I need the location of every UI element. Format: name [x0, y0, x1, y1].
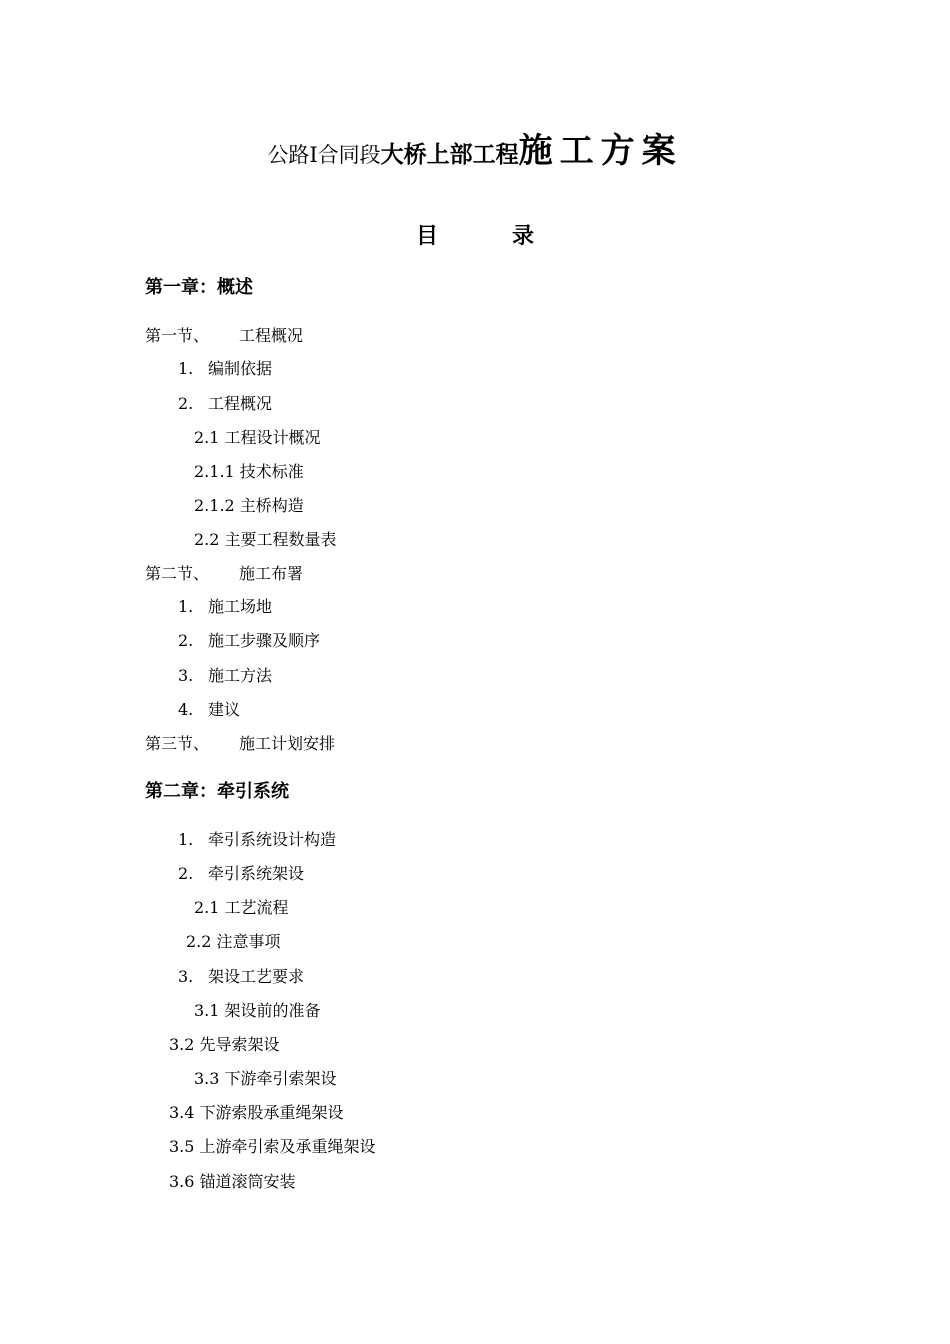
toc-item-1-1: [178, 358, 272, 380]
toc-item-number: 1.: [178, 359, 194, 378]
toc-item-text: 施工场地: [208, 597, 273, 616]
section-3-text: 施工计划安排: [239, 734, 336, 753]
toc-heading-left: 目: [415, 224, 438, 249]
section-2-text: 施工布署: [239, 564, 304, 583]
toc-item-2-2: [178, 630, 320, 652]
toc-item-c2-2-1: 2.1 工艺流程: [194, 898, 289, 917]
toc-item-c2-1: [178, 829, 336, 851]
toc-item-c2-3-4: 3.4 下游索股承重绳架设: [169, 1103, 344, 1122]
section-2-label: 第二节、: [145, 564, 210, 583]
document-title: [0, 128, 950, 180]
toc-item-number: 2.: [178, 864, 194, 883]
toc-item-c2-3: [178, 966, 304, 988]
title-part-2: 大桥上部工程: [380, 142, 519, 168]
toc-item-number: 3.: [178, 666, 194, 685]
toc-item-c2-3-1: 3.1 架设前的准备: [194, 1001, 321, 1020]
toc-item-number: 1.: [178, 830, 194, 849]
toc-item-text: 牵引系统架设: [208, 864, 305, 883]
toc-item-1-2-1-2: 2.1.2 主桥构造: [194, 496, 304, 515]
toc-item-c2-3-6: 3.6 锚道滚筒安装: [169, 1172, 296, 1191]
toc-item-c2-3-5: 3.5 上游牵引索及承重绳架设: [169, 1137, 376, 1156]
chapter-1-heading: 第一章：概述: [145, 277, 253, 298]
chapter-2-heading: 第二章：牵引系统: [145, 781, 289, 802]
toc-item-2-1: [178, 596, 272, 618]
toc-item-c2-3-3: 3.3 下游牵引索架设: [194, 1069, 337, 1088]
toc-item-number: 1.: [178, 597, 194, 616]
section-2: [145, 563, 303, 585]
toc-item-c2-2: [178, 863, 304, 885]
toc-item-text: 施工方法: [208, 666, 273, 685]
toc-item-number: 2.: [178, 394, 194, 413]
toc-item-1-2-2: 2.2 主要工程数量表: [194, 530, 337, 549]
toc-item-c2-2-2: 2.2 注意事项: [186, 932, 281, 951]
toc-item-text: 建议: [208, 700, 241, 719]
toc-item-2-4: [178, 699, 240, 721]
section-1-text: 工程概况: [239, 326, 304, 345]
section-1-label: 第一节、: [145, 326, 210, 345]
section-3: [145, 733, 335, 755]
toc-item-text: 架设工艺要求: [208, 967, 305, 986]
title-part-3: 施工方案: [518, 131, 683, 171]
toc-item-text: 工程概况: [208, 394, 273, 413]
title-part-1: 公路Ⅰ合同段: [267, 143, 381, 167]
toc-item-number: 4.: [178, 700, 194, 719]
toc-item-text: 施工步骤及顺序: [208, 631, 321, 650]
section-3-label: 第三节、: [145, 734, 210, 753]
section-1: [145, 325, 303, 347]
toc-item-1-2-1-1: 2.1.1 技术标准: [194, 462, 304, 481]
toc-item-1-2: [178, 393, 272, 415]
toc-item-1-2-1: 2.1 工程设计概况: [194, 428, 321, 447]
toc-item-2-3: [178, 665, 272, 687]
toc-item-number: 3.: [178, 967, 194, 986]
toc-heading: [0, 222, 950, 252]
toc-item-number: 2.: [178, 631, 194, 650]
toc-item-text: 牵引系统设计构造: [208, 830, 337, 849]
toc-heading-right: 录: [512, 224, 535, 249]
toc-item-c2-3-2: 3.2 先导索架设: [169, 1035, 280, 1054]
toc-item-text: 编制依据: [208, 359, 273, 378]
